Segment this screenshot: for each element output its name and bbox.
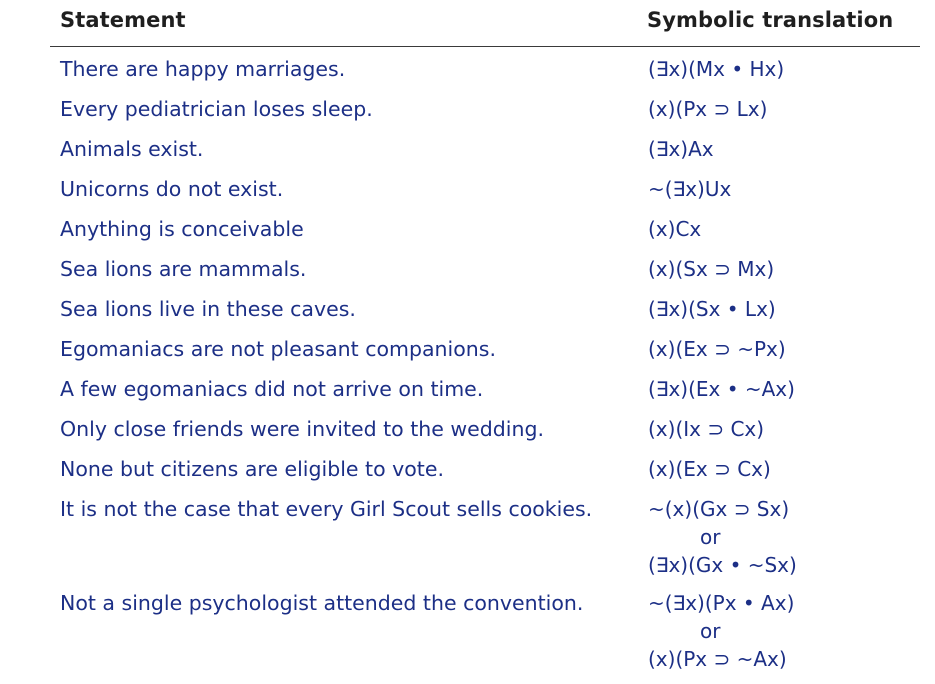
- symbolic-cell: [648, 335, 786, 363]
- statement-cell: Only close friends were invited to the wedding.: [60, 417, 545, 441]
- table-header: [50, 0, 920, 47]
- symbolic-cell: [648, 55, 784, 83]
- symbolic-cell: [648, 255, 774, 283]
- symbolic-cell: [648, 95, 767, 123]
- symbolic-column-header: Symbolic translation: [647, 8, 894, 32]
- symbolic-cell: [648, 455, 771, 483]
- statement-cell: Egomaniacs are not pleasant companions.: [60, 337, 496, 361]
- symbolic-line: ~(∃x)Ux: [648, 177, 732, 201]
- statement-cell: None but citizens are eligible to vote.: [60, 457, 444, 481]
- statement-cell: There are happy marriages.: [60, 57, 346, 81]
- symbolic-line: (∃x)Ax: [648, 137, 714, 161]
- symbolic-line: (x)(Px ⊃ ~Ax): [648, 647, 787, 671]
- statement-column-header: Statement: [60, 8, 186, 32]
- statement-cell: Not a single psychologist attended the convention.: [60, 591, 584, 615]
- statement-cell: Anything is conceivable: [60, 217, 304, 241]
- symbolic-line: (x)(Ex ⊃ ~Px): [648, 337, 786, 361]
- symbolic-line: ~(∃x)(Px • Ax): [648, 591, 795, 615]
- statement-cell: Animals exist.: [60, 137, 204, 161]
- statement-cell: Every pediatrician loses sleep.: [60, 97, 373, 121]
- symbolic-or-connector: or: [700, 619, 721, 643]
- symbolic-line: (x)Cx: [648, 217, 702, 241]
- symbolic-cell: [648, 295, 776, 323]
- statement-cell: Sea lions live in these caves.: [60, 297, 356, 321]
- symbolic-line: (x)(Px ⊃ Lx): [648, 97, 768, 121]
- symbolic-cell: [648, 215, 701, 243]
- symbolic-cell: [648, 495, 797, 579]
- symbolic-line: (x)(Ix ⊃ Cx): [648, 417, 765, 441]
- symbolic-line: (∃x)(Sx • Lx): [648, 297, 776, 321]
- symbolic-line: (∃x)(Mx • Hx): [648, 57, 785, 81]
- statement-cell: Unicorns do not exist.: [60, 177, 284, 201]
- symbolic-line: (x)(Ex ⊃ Cx): [648, 457, 771, 481]
- statement-cell: It is not the case that every Girl Scout sells cookies.: [60, 497, 593, 521]
- symbolic-cell: [648, 175, 731, 203]
- symbolic-cell: [648, 375, 795, 403]
- statement-cell: A few egomaniacs did not arrive on time.: [60, 377, 484, 401]
- symbolic-line: (x)(Sx ⊃ Mx): [648, 257, 775, 281]
- symbolic-cell: [648, 415, 764, 443]
- symbolic-cell: [648, 589, 794, 673]
- symbolic-line: ~(x)(Gx ⊃ Sx): [648, 497, 790, 521]
- symbolic-cell: [648, 135, 714, 163]
- symbolic-line: (∃x)(Ex • ~Ax): [648, 377, 795, 401]
- symbolic-line: (∃x)(Gx • ~Sx): [648, 553, 797, 577]
- statement-cell: Sea lions are mammals.: [60, 257, 307, 281]
- symbolic-or-connector: or: [700, 525, 721, 549]
